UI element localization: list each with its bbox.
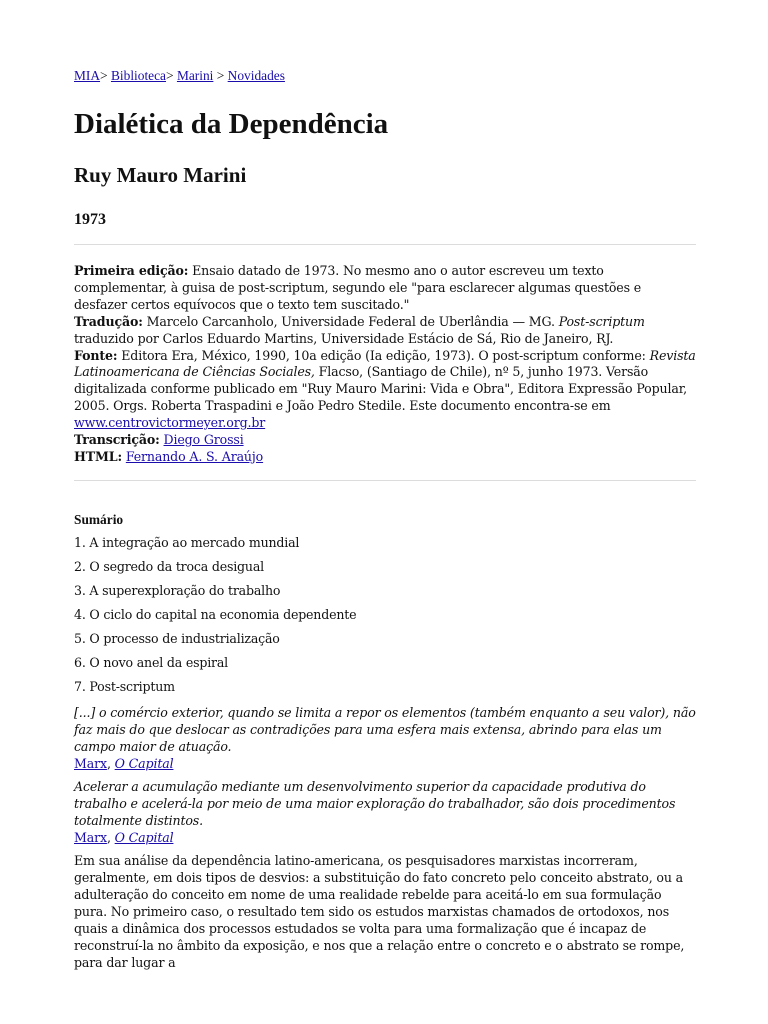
epigraphs — [74, 704, 696, 852]
summary-item[interactable]: 6. O novo anel da espiral — [74, 654, 228, 670]
author-name: Ruy Mauro Marini — [74, 163, 247, 187]
summary-item[interactable]: 5. O processo de industrialização — [74, 630, 280, 646]
fonte-link[interactable]: www.centrovictormeyer.org.br — [74, 415, 266, 431]
citation-author-link[interactable]: Marx — [74, 830, 107, 845]
summary-title: Sumário — [74, 512, 124, 527]
breadcrumb-link-biblioteca[interactable]: Biblioteca — [110, 68, 167, 83]
primeira-edicao-text: Ensaio datado de 1973. No mesmo ano o autor escreveu um texto complementar, à guisa de post-scriptum, segundo ele "para esclarecer algumas questões e desfazer certos equívocos que o texto tem suscitado." — [74, 263, 642, 312]
epigraph-citation: Marx, O Capital — [74, 756, 174, 771]
publication-year: 1973 — [74, 211, 106, 228]
transcricao-label: Transcrição: — [74, 432, 160, 448]
edition-info — [74, 263, 696, 466]
breadcrumb — [74, 68, 285, 85]
epigraph-citation: Marx, O Capital — [74, 830, 174, 845]
divider — [74, 480, 696, 481]
breadcrumb-separator: > — [166, 68, 174, 83]
citation-author-link[interactable]: Marx — [74, 756, 107, 771]
transcricao-link[interactable]: Diego Grossi — [163, 432, 244, 448]
body-paragraph: Em sua análise da dependência latino-americana, os pesquisadores marxistas incorreram, geralmente, em dois tipos de desvios: a substituição do fato concreto pelo conceito abstrato, ou a adulteração do conceito em nome de uma realidade rebelde para aceitá-lo em sua formulação pura. No primeiro caso, o resultado tem sido os estudos marxistas chamados de ortodoxos, nos quais a dinâmica dos processos estudados se volta para uma formalização que é incapaz de reconstruí-la no âmbito da exposição, e nos que a relação entre o concreto e o abstrato se rompe, para dar lugar a — [74, 853, 685, 970]
breadcrumb-link-marini[interactable]: Marini — [176, 68, 214, 83]
fonte-text-2: Flacso, (Santiago de Chile), nº 5, junho 1973. Versão digitalizada conforme publicado em "Ruy Mauro Marini: Vida e Obra", Editora Expressão Popular, 2005. Orgs. Roberta Traspadini e João Pedro Stedile. Este documento encontra-se em — [74, 364, 688, 414]
summary — [74, 512, 696, 703]
fonte-journal: Revista Latinoamericana de Ciências Sociales, — [74, 347, 696, 380]
summary-item[interactable]: 1. A integração ao mercado mundial — [74, 534, 300, 550]
breadcrumb-separator: > — [216, 68, 225, 83]
summary-item[interactable]: 3. A superexploração do trabalho — [74, 582, 281, 598]
traducao-postscriptum: Post-scriptum — [558, 313, 645, 329]
divider — [74, 244, 696, 245]
fonte-label: Fonte: — [74, 347, 118, 363]
traducao-label: Tradução: — [74, 313, 143, 329]
summary-item[interactable]: 2. O segredo da troca desigual — [74, 558, 264, 574]
summary-item[interactable]: 4. O ciclo do capital na economia dependente — [74, 606, 357, 622]
breadcrumb-separator: > — [100, 68, 108, 83]
epigraph-quote: [...] o comércio exterior, quando se limita a repor os elementos (também enquanto a seu valor), não faz mais do que deslocar as contradições para uma esfera mais extensa, abrindo para elas um campo maior de atuação. — [74, 705, 696, 754]
primeira-edicao-label: Primeira edição: — [74, 263, 189, 278]
summary-item[interactable]: 7. Post-scriptum — [74, 678, 175, 694]
page-title: Dialética da Dependência — [74, 108, 389, 140]
epigraph-quote: Acelerar a acumulação mediante um desenvolvimento superior da capacidade produtiva do trabalho e acelerá-la por meio de uma maior exploração do trabalhador, são dois procedimentos totalmente distintos. — [74, 779, 676, 828]
breadcrumb-link-mia[interactable]: MIA — [74, 68, 101, 83]
breadcrumb-link-novidades[interactable]: Novidades — [227, 68, 285, 83]
traducao-text: Marcelo Carcanholo, Universidade Federal de Uberlândia — MG. — [146, 313, 555, 329]
html-link[interactable]: Fernando A. S. Araújo — [125, 448, 264, 464]
traducao-text-2: traduzido por Carlos Eduardo Martins, Universidade Estácio de Sá, Rio de Janeiro, RJ. — [74, 330, 614, 346]
citation-work-link[interactable]: O Capital — [114, 756, 174, 771]
fonte-text: Editora Era, México, 1990, 10a edição (Ia edição, 1973). O post-scriptum conforme: — [121, 347, 646, 363]
html-label: HTML: — [74, 448, 122, 464]
citation-work-link[interactable]: O Capital — [114, 830, 174, 845]
